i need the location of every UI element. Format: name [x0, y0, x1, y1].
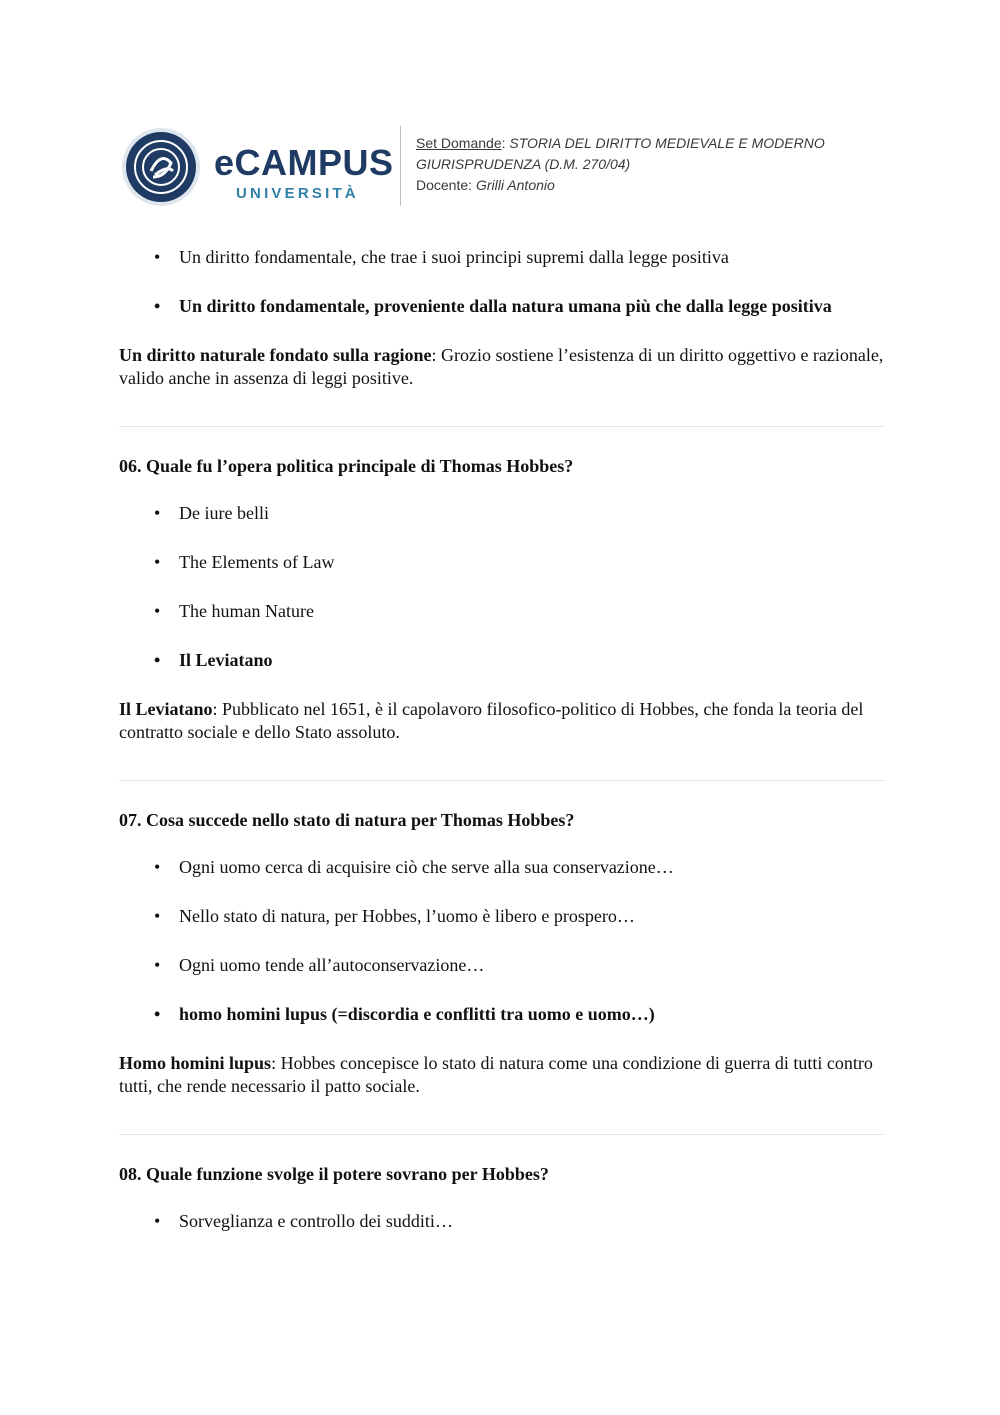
q05-explanation [119, 344, 884, 390]
q07-explanation-text: : Hobbes concepisce lo stato di natura come una condizione di guerra di tutti contro tutti, che rende necessario il patto sociale. [119, 1053, 873, 1096]
course-title: STORIA DEL DIRITTO MEDIEVALE E MODERNO [509, 135, 825, 151]
q06-explanation-text: : Pubblicato nel 1651, è il capolavoro filosofico-politico di Hobbes, che fonda la teoria del contratto sociale e dello Stato assoluto. [119, 699, 864, 742]
teacher-name: Grilli Antonio [475, 177, 555, 193]
q07-explanation [119, 1052, 884, 1098]
q07-option: • Nello stato di natura, per Hobbes, l’uomo è libero e prospero… [119, 905, 884, 928]
q06-explanation [119, 698, 884, 744]
q06-option: • The Elements of Law [119, 551, 884, 574]
q07-option-correct: • homo homini lupus (=discordia e conflitti tra uomo e uomo…) [119, 1003, 884, 1026]
q08-options [119, 1210, 884, 1233]
header-divider [400, 126, 401, 206]
q05-option-correct: • Un diritto fondamentale, proveniente dalla natura umana più che dalla legge positiva [119, 295, 884, 318]
q06-option: • The human Nature [119, 600, 884, 623]
set-label: Set Domande [416, 135, 502, 151]
q07-option: • Ogni uomo cerca di acquisire ciò che serve alla sua conservazione… [119, 856, 884, 879]
q07-option: • Ogni uomo tende all’autoconservazione… [119, 954, 884, 977]
section-divider [119, 780, 884, 781]
q06-question: 06. Quale fu l’opera politica principale di Thomas Hobbes? [119, 456, 574, 476]
q07-explanation-title: Homo homini lupus [119, 1053, 272, 1073]
page-header [0, 0, 1000, 230]
document-body [119, 246, 884, 1259]
degree-title: GIURISPRUDENZA (D.M. 270/04) [416, 156, 631, 172]
ecampus-logo-emblem [121, 127, 201, 207]
q06-options [119, 502, 884, 672]
logo-subtitle: UNIVERSITÀ [236, 185, 359, 202]
header-info: Set Domande: STORIA DEL DIRITTO MEDIEVALE E MODERNO GIURISPRUDENZA (D.M. 270/04) Docente: Grilli Antonio [416, 135, 825, 193]
q06-option: • De iure belli [119, 502, 884, 525]
q07-options [119, 856, 884, 1026]
q06-explanation-title: Il Leviatano [119, 699, 213, 719]
q07-question: 07. Cosa succede nello stato di natura per Thomas Hobbes? [119, 810, 575, 830]
q08-option: • Sorveglianza e controllo dei sudditi… [119, 1210, 884, 1233]
q05-explanation-title: Un diritto naturale fondato sulla ragione [119, 345, 432, 365]
q05-option: • Un diritto fondamentale, che trae i suoi principi supremi dalla legge positiva [119, 246, 884, 269]
section-divider [119, 1134, 884, 1135]
section-divider [119, 426, 884, 427]
q08-question: 08. Quale funzione svolge il potere sovrano per Hobbes? [119, 1164, 549, 1184]
teacher-label: Docente [416, 177, 469, 193]
q05-options [119, 246, 884, 318]
q06-option-correct: • Il Leviatano [119, 649, 884, 672]
q05-explanation-text: : Grozio sostiene l’esistenza di un diritto oggettivo e razionale, valido anche in assenza di leggi positive. [119, 345, 884, 388]
logo-wordmark: eCAMPUS [214, 142, 394, 183]
